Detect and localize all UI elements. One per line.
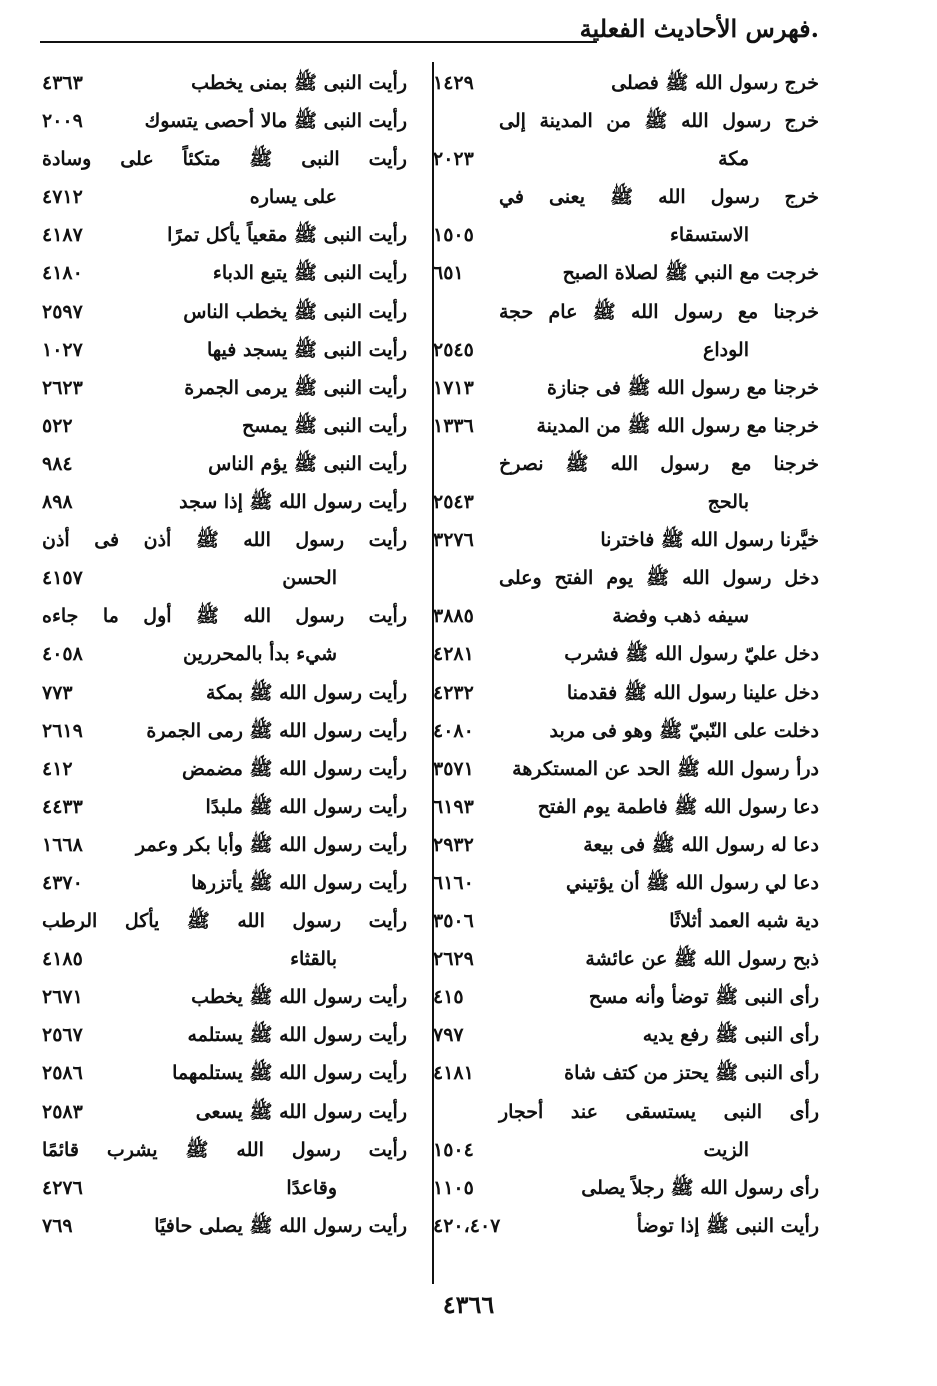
index-entry [42, 64, 407, 102]
entry-text: دية شبه العمد أثلاثًا [669, 910, 819, 933]
hadith-number: ٤٠٥٨ [42, 643, 83, 666]
index-entry [42, 635, 407, 673]
entry-text: رأيت النبى ﷺ متكئاً على وسادة [42, 148, 407, 171]
index-entry [42, 178, 407, 216]
entry-text: رأى النبى ﷺ يحتز من كتف شاة [564, 1062, 819, 1085]
hadith-number: ٢٦٧١ [42, 986, 83, 1009]
entry-text: رأيت النبى ﷺ يتبع الدباء [212, 262, 407, 285]
hadith-number: ١٤٢٩ [433, 72, 474, 94]
hadith-number: ٢٦١٩ [42, 719, 83, 742]
page-number: ٤٣٦٦ [442, 1290, 495, 1319]
index-entry [42, 407, 407, 445]
entry-text: وقاعدًا [286, 1176, 337, 1199]
index-entry [433, 826, 819, 864]
hadith-number: ١٥٠٤ [433, 1138, 474, 1161]
index-entry [433, 369, 819, 407]
index-entry [433, 1131, 819, 1169]
entry-text: دخل علينا رسول الله ﷺ فقدمنا [566, 681, 819, 704]
entry-text: رأيت رسول الله ﷺ يسعى [195, 1100, 407, 1123]
hadith-number: ٦١٦٠ [433, 871, 474, 894]
index-entry [433, 940, 819, 978]
hadith-number: ٦١٩٣ [433, 795, 474, 818]
entry-text: رأيت رسول الله ﷺ إذا سجد [179, 491, 407, 514]
entry-text: دخل عليّ رسول الله ﷺ فشرب [564, 643, 819, 666]
hadith-number: ١١٠٥ [433, 1176, 474, 1199]
entry-text: مكة [718, 148, 749, 171]
entry-text: خرجت مع النبي ﷺ لصلاة الصبح [562, 262, 819, 285]
entry-text: رأى النبى يستسقى عند أحجار [499, 1100, 819, 1123]
index-entry [499, 178, 819, 216]
hadith-number: ١٦٦٨ [42, 833, 83, 856]
index-entry [42, 102, 407, 140]
left-column [42, 64, 407, 1245]
hadith-number: ٢٥٦٧ [42, 1024, 83, 1047]
index-entry [433, 1054, 819, 1092]
hadith-number: ١٧١٣ [433, 376, 474, 399]
entry-text: الزيت [703, 1138, 749, 1161]
entry-text: دعا لي رسول الله ﷺ أن يؤتيني [565, 871, 819, 894]
entry-text: رأيت النبى ﷺ يخطب الناس [183, 300, 407, 323]
index-entry [42, 216, 407, 254]
index-entry [433, 331, 819, 369]
hadith-number: ٤٢٧٦ [42, 1176, 83, 1199]
hadith-number: ٢٥٤٥ [433, 338, 474, 361]
entry-text: رأيت النبى ﷺ بمنى يخطب [191, 72, 407, 94]
hadith-number: ٢٦٢٩ [433, 948, 474, 971]
index-entry [42, 750, 407, 788]
index-entry [499, 445, 819, 483]
hadith-number: ٤٠٨٠ [433, 719, 474, 742]
index-entry [433, 140, 819, 178]
index-entry [499, 1093, 819, 1131]
entry-text: رأيت رسول الله ﷺ ملبدًا [205, 795, 407, 818]
entry-text: الحسن [282, 567, 337, 590]
index-entry [433, 216, 819, 254]
hadith-number: ٢٥٨٦ [42, 1062, 83, 1085]
entry-text: رأيت النبى ﷺ إذا توضأ [636, 1214, 819, 1237]
hadith-number: ٣٢٧٦ [433, 529, 474, 552]
index-entry [42, 140, 407, 178]
index-entry [42, 1093, 407, 1131]
index-entry [42, 940, 407, 978]
hadith-number: ٧٩٧ [433, 1024, 464, 1047]
entry-text: رأيت رسول الله ﷺ يستلمهما [172, 1062, 407, 1085]
index-entry [42, 864, 407, 902]
entry-text: رأيت رسول الله ﷺ يأتزرها [191, 871, 407, 894]
entry-text: رأيت النبى ﷺ مالا أحصى يتسوك [144, 110, 407, 133]
index-entry [42, 559, 407, 597]
entry-text: خرجنا مع رسول الله ﷺ فى جنازة [546, 376, 819, 399]
entry-text: رأيت رسول الله ﷺ أذن فى أذن [42, 529, 407, 552]
entry-text: بالقثاء [290, 948, 337, 971]
index-entry [42, 1207, 407, 1245]
hadith-number: ١٣٣٦ [433, 414, 474, 437]
hadith-number: ٤٤٣٣ [42, 795, 83, 818]
hadith-number: ٥٢٢ [42, 414, 73, 437]
entry-text: خرج رسول الله ﷺ يعنى في [499, 186, 819, 209]
index-entry [499, 102, 819, 140]
hadith-number: ٢٦٢٣ [42, 376, 83, 399]
index-entry [42, 369, 407, 407]
entry-text: سيفه ذهب وفضة [612, 605, 749, 628]
entry-text: دعا له رسول الله ﷺ فى بيعة [583, 833, 819, 856]
index-entry [42, 293, 407, 331]
index-entry [433, 712, 819, 750]
entry-text: خرجنا مع رسول الله ﷺ من المدينة [536, 414, 819, 437]
entry-text: خيَّرنا رسول الله ﷺ فاخترنا [600, 529, 819, 552]
index-entry [42, 674, 407, 712]
entry-text: رأيت رسول الله ﷺ يشرب قائمًا [42, 1138, 407, 1161]
entry-text: رأيت النبى ﷺ يسجد فيها [206, 338, 407, 361]
index-entry [499, 559, 819, 597]
entry-text: درأ رسول الله ﷺ الحد عن المستكرهة [512, 757, 819, 780]
index-entry [433, 483, 819, 521]
hadith-number: ٩٨٤ [42, 452, 73, 475]
hadith-number: ٢٩٣٢ [433, 833, 474, 856]
hadith-number: ٤٣٧٠ [42, 871, 83, 894]
index-entry [433, 635, 819, 673]
hadith-number: ٣٨٨٥ [433, 605, 474, 628]
entry-text: رأيت رسول الله ﷺ بمكة [205, 681, 407, 704]
index-entry [433, 902, 819, 940]
index-entry [433, 1016, 819, 1054]
hadith-number: ٤١٨٧ [42, 224, 83, 247]
hadith-number: ٤١٥٧ [42, 567, 83, 590]
index-entry [42, 1169, 407, 1207]
entry-text: رأيت النبى ﷺ مقعياً يأكل تمرًا [167, 224, 407, 247]
entry-text: رأيت رسول الله ﷺ يخطب [191, 986, 407, 1009]
hadith-number: ٤٣٦٣ [42, 72, 83, 94]
entry-text: الوداع [703, 338, 749, 361]
index-entry [42, 826, 407, 864]
entry-text: رأى رسول الله ﷺ رجلاً يصلى [581, 1176, 819, 1199]
hadith-number: ٢٥٨٣ [42, 1100, 83, 1123]
hadith-number: ٦٥١ [433, 262, 464, 285]
entry-text: رأيت النبى ﷺ يمسح [241, 414, 407, 437]
index-entry [433, 1169, 819, 1207]
index-entry [433, 597, 819, 635]
entry-text: خرجنا مع رسول الله ﷺ نصرخ [499, 452, 819, 475]
index-entry [433, 674, 819, 712]
index-entry [42, 521, 407, 559]
hadith-number: ٢٥٤٣ [433, 491, 474, 514]
entry-text: رأيت رسول الله ﷺ رمى الجمرة [146, 719, 407, 742]
hadith-number: ١٠٢٧ [42, 338, 83, 361]
index-entry [433, 978, 819, 1016]
index-title: .فهرس الأحاديث الفعلية [579, 14, 819, 43]
index-entry [433, 407, 819, 445]
index-entry [433, 864, 819, 902]
entry-text: بالحج [707, 491, 749, 514]
entry-text: الاستسقاء [669, 224, 749, 247]
entry-text: شيء بدأ بالمحررين [183, 643, 337, 666]
hadith-number: ٤١٢ [42, 757, 73, 780]
entry-text: على يساره [249, 186, 337, 209]
entry-text: ذبح رسول الله ﷺ عن عائشة [585, 948, 819, 971]
header-rule [40, 41, 597, 43]
entry-text: رأيت رسول الله ﷺ يأكل الرطب [42, 910, 407, 933]
right-column [433, 64, 819, 1245]
entry-text: رأيت رسول الله ﷺ يستلمه [187, 1024, 407, 1047]
hadith-number: ٧٧٣ [42, 681, 73, 704]
hadith-number: ٤١٥ [433, 986, 464, 1009]
entry-text: خرجنا مع رسول الله ﷺ عام حجة [499, 300, 819, 323]
hadith-number: ١٥٠٥ [433, 224, 474, 247]
index-entry [42, 331, 407, 369]
index-entry [433, 64, 819, 102]
index-entry [433, 521, 819, 559]
entry-text: رأيت رسول الله ﷺ أول ما جاءه [42, 605, 407, 628]
entry-text: خرج رسول الله ﷺ فصلى [611, 72, 819, 94]
index-entry [433, 788, 819, 826]
index-entry [42, 1054, 407, 1092]
hadith-number: ٣٥٧١ [433, 757, 474, 780]
hadith-number: ٢٠٢٣ [433, 148, 474, 171]
hadith-number: ٤١٨٥ [42, 948, 83, 971]
entry-text: رأى النبى ﷺ رفع يديه [642, 1024, 819, 1047]
entry-text: رأيت رسول الله ﷺ مضمض [182, 757, 407, 780]
index-entry [42, 445, 407, 483]
entry-text: رأيت رسول الله ﷺ يصلى حافيًا [154, 1214, 407, 1237]
index-entry [42, 483, 407, 521]
index-entry [42, 597, 407, 635]
index-entry [42, 1131, 407, 1169]
hadith-number: ٤٧١٢ [42, 186, 83, 209]
index-entry [433, 1207, 819, 1245]
entry-text: رأيت رسول الله ﷺ وأبا بكر وعمر [135, 833, 407, 856]
entry-text: دعا رسول الله ﷺ فاطمة يوم الفتح [537, 795, 819, 818]
hadith-number: ٤١٨٠ [42, 262, 83, 285]
entry-text: خرج رسول الله ﷺ من المدينة إلى [499, 110, 819, 133]
hadith-number: ٨٩٨ [42, 491, 73, 514]
hadith-number: ٧٦٩ [42, 1214, 73, 1237]
index-entry [499, 293, 819, 331]
index-entry [42, 712, 407, 750]
index-entry [42, 788, 407, 826]
index-entry [42, 1016, 407, 1054]
hadith-number: ٤٢٨١ [433, 643, 474, 666]
entry-text: رأى النبى ﷺ توضأ وأنه مسح [588, 986, 819, 1009]
entry-text: دخلت على النّبيّ ﷺ وهو فى مربد [549, 719, 819, 742]
hadith-number: ٤٢٣٢ [433, 681, 474, 704]
hadith-number: ٤١٨١ [433, 1062, 474, 1085]
index-entry [433, 750, 819, 788]
index-entry [42, 254, 407, 292]
entry-text: رأيت النبى ﷺ يرمى الجمرة [184, 376, 407, 399]
hadith-number: ٣٥٠٦ [433, 910, 474, 933]
index-entry [433, 254, 819, 292]
entry-text: دخل رسول الله ﷺ يوم الفتح وعلى [499, 567, 819, 590]
page-header [40, 14, 819, 54]
entry-text: رأيت النبى ﷺ يؤم الناس [208, 452, 407, 475]
hadith-number: ٢٠٠٩ [42, 110, 83, 133]
index-entry [42, 902, 407, 940]
index-entry [42, 978, 407, 1016]
hadith-number: ٤٢٠،٤٠٧ [433, 1214, 501, 1237]
hadith-number: ٢٥٩٧ [42, 300, 83, 323]
